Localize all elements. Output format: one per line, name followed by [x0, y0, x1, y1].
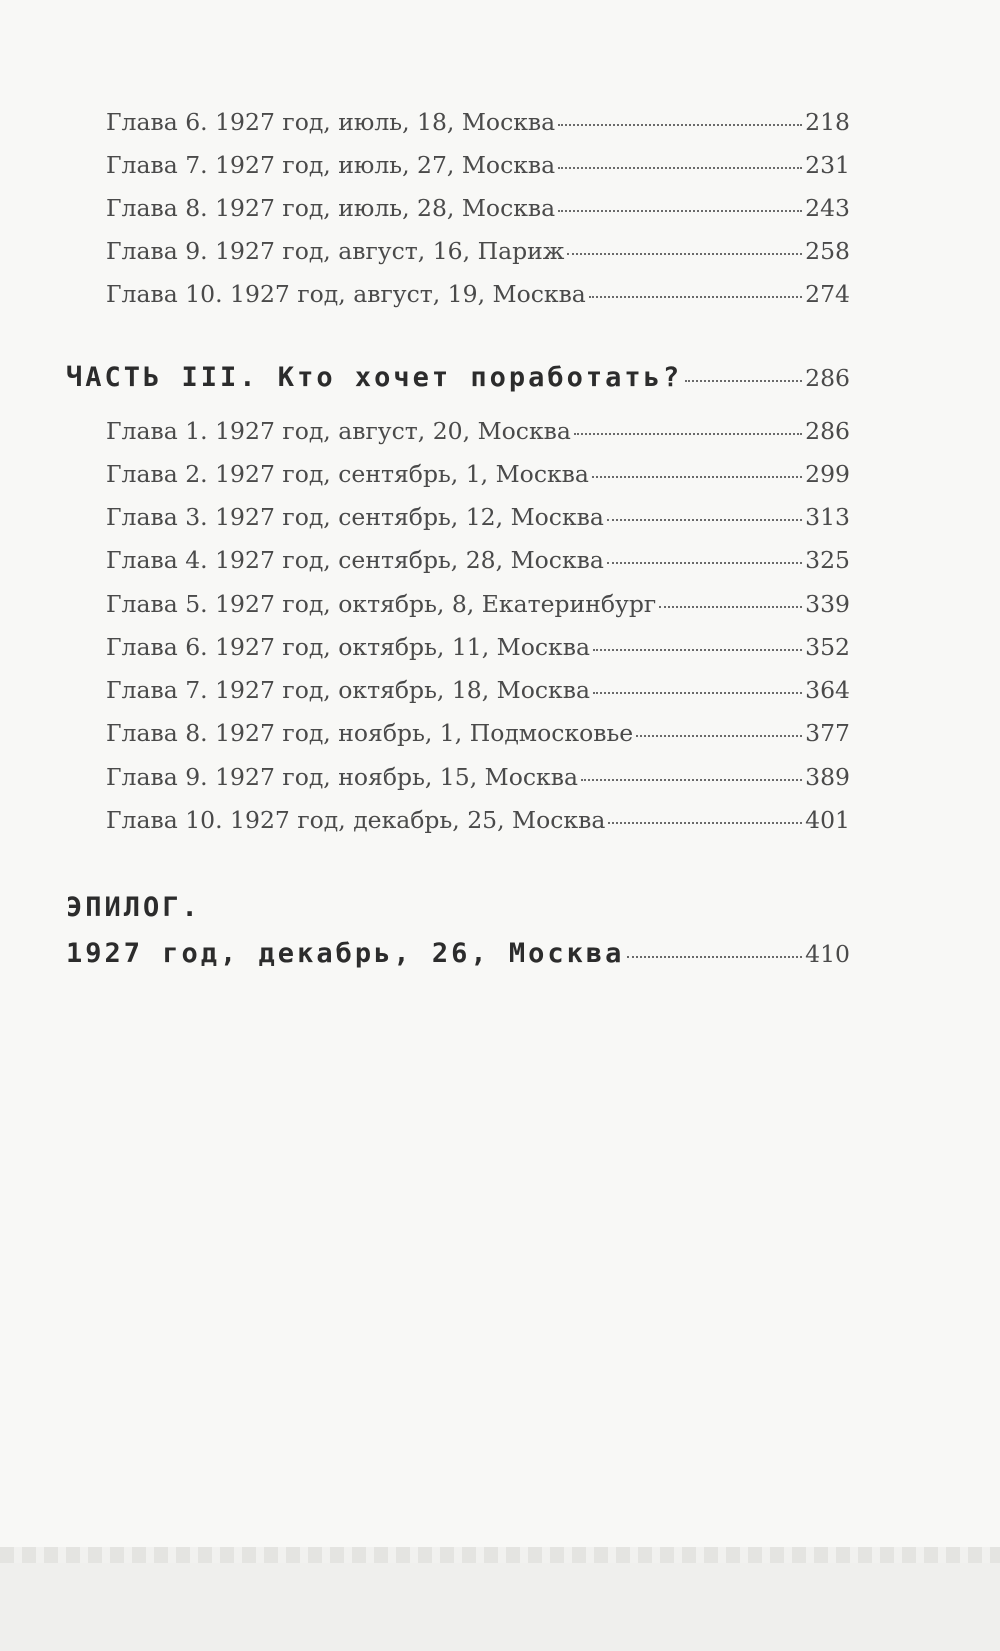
page-number: 364 [805, 676, 850, 704]
chapter-title: Глава 6. 1927 год, июль, 18, Москва [106, 108, 556, 136]
chapter-title: Глава 2. 1927 год, сентябрь, 1, Москва [106, 460, 589, 488]
page-number: 339 [805, 590, 850, 618]
toc-entry-part2-chapter-6[interactable] [106, 108, 850, 136]
dot-leader [659, 606, 802, 608]
page-number: 286 [805, 364, 850, 392]
page-number: 410 [805, 940, 850, 968]
toc-entry-epilogue[interactable] [66, 938, 850, 969]
page-number: 325 [805, 546, 850, 574]
dot-leader [581, 779, 802, 781]
toc-entry-part3-chapter-4[interactable] [106, 546, 850, 574]
chapter-title: Глава 7. 1927 год, июль, 27, Москва [106, 151, 556, 179]
part-title: ЧАСТЬ III. Кто хочет поработать? [66, 362, 683, 393]
chapter-title: Глава 1. 1927 год, август, 20, Москва [106, 417, 571, 445]
toc-entry-part2-chapter-8[interactable] [106, 194, 850, 222]
page-number: 274 [805, 280, 850, 308]
chapter-title: Глава 3. 1927 год, сентябрь, 12, Москва [106, 503, 604, 531]
toc-entry-part3-chapter-9[interactable] [106, 763, 850, 791]
chapter-title: Глава 10. 1927 год, август, 19, Москва [106, 280, 586, 308]
page-number: 218 [805, 108, 850, 136]
dot-leader [608, 822, 802, 824]
scan-edge-strip [0, 1547, 1000, 1563]
toc-entry-part3-chapter-8[interactable] [106, 719, 850, 747]
chapter-title: Глава 8. 1927 год, ноябрь, 1, Подмосковье [106, 719, 634, 747]
page-number: 352 [805, 633, 850, 661]
page-number: 231 [805, 151, 850, 179]
toc-entry-part2-chapter-10[interactable] [106, 280, 850, 308]
page-number: 258 [805, 237, 850, 265]
dot-leader [627, 956, 802, 958]
dot-leader [593, 649, 802, 651]
dot-leader [558, 167, 802, 169]
chapter-title: Глава 9. 1927 год, ноябрь, 15, Москва [106, 763, 578, 791]
dot-leader [607, 562, 802, 564]
dot-leader [593, 692, 802, 694]
dot-leader [589, 296, 802, 298]
dot-leader [558, 124, 802, 126]
page-number: 243 [805, 194, 850, 222]
toc-entry-part3-chapter-1[interactable] [106, 417, 850, 445]
page-number: 286 [805, 417, 850, 445]
dot-leader [636, 735, 802, 737]
epilogue-title: 1927 год, декабрь, 26, Москва [66, 938, 625, 969]
chapter-title: Глава 6. 1927 год, октябрь, 11, Москва [106, 633, 590, 661]
chapter-title: Глава 10. 1927 год, декабрь, 25, Москва [106, 806, 606, 834]
toc-entry-part3-chapter-7[interactable] [106, 676, 850, 704]
chapter-title: Глава 8. 1927 год, июль, 28, Москва [106, 194, 556, 222]
page-number: 299 [805, 460, 850, 488]
dot-leader [685, 380, 802, 382]
dot-leader [567, 253, 802, 255]
toc-entry-part3-chapter-2[interactable] [106, 460, 850, 488]
toc-entry-part3-chapter-10[interactable] [106, 806, 850, 834]
page-number: 377 [805, 719, 850, 747]
toc-entry-part2-chapter-7[interactable] [106, 151, 850, 179]
page-number: 313 [805, 503, 850, 531]
toc-entry-part3-chapter-3[interactable] [106, 503, 850, 531]
chapter-title: Глава 5. 1927 год, октябрь, 8, Екатеринбург [106, 590, 657, 618]
dot-leader [607, 519, 802, 521]
toc-entry-part3-chapter-5[interactable] [106, 590, 850, 618]
dot-leader [574, 433, 802, 435]
chapter-title: Глава 7. 1927 год, октябрь, 18, Москва [106, 676, 590, 704]
dot-leader [592, 476, 802, 478]
epilogue-heading: ЭПИЛОГ. [66, 892, 201, 923]
toc-entry-part3[interactable] [66, 362, 850, 393]
dot-leader [558, 210, 802, 212]
toc-entry-part2-chapter-9[interactable] [106, 237, 850, 265]
chapter-title: Глава 9. 1927 год, август, 16, Париж [106, 237, 565, 265]
chapter-title: Глава 4. 1927 год, сентябрь, 28, Москва [106, 546, 604, 574]
page-number: 389 [805, 763, 850, 791]
page-number: 401 [805, 806, 850, 834]
toc-entry-part3-chapter-6[interactable] [106, 633, 850, 661]
